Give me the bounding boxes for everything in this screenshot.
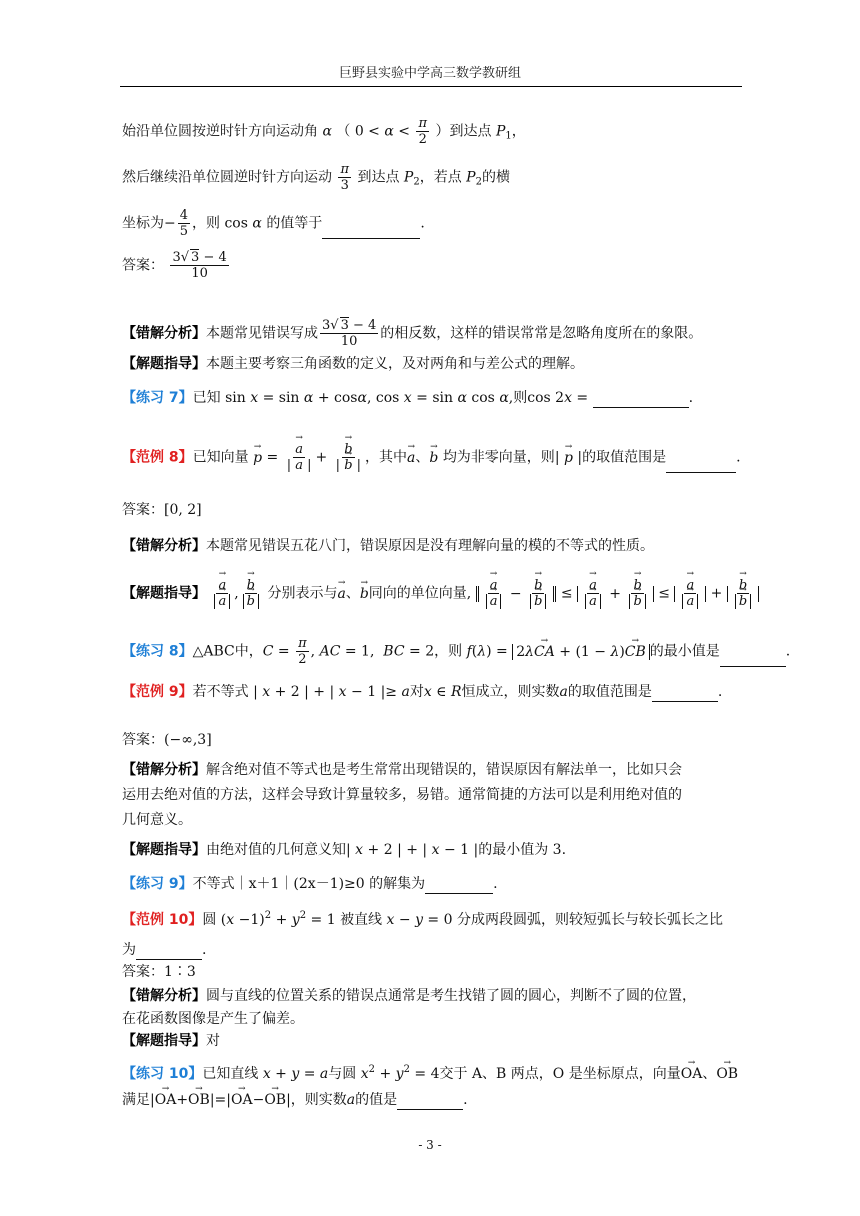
text: 交于 A、B 两点，O 是坐标原点，向量 [439,1066,681,1082]
text: 的取值范围是 [567,684,652,700]
text: ，则实数 [290,1092,347,1108]
text: 本题常见错误五花八门，错误原因是没有理解向量的模的不等式的性质。 [206,538,654,554]
text: 的横 [481,169,510,186]
section-tag: 【错解分析】 [122,762,206,778]
text: 为 [122,942,136,958]
practice-9: 【练习 9】不等式｜x＋1｜(2x－1)≥0 的解集为 . [122,876,498,892]
fraction: → $\frac{a}{| a |}$ [285,442,314,473]
fraction: → a → a [212,578,232,609]
text: 由绝对值的几何意义知 [206,842,346,858]
text: 圆 [202,912,217,928]
practice-tag: 【练习 8】 [122,643,193,660]
text: 均为非零向量，则 [442,449,555,466]
error-analysis-9-line-2 [122,785,682,805]
answer-blank[interactable] [136,945,202,960]
section-tag: 【错解分析】 [122,538,206,554]
text: 的取值范围是 [582,449,667,466]
practice-tag: 【练习 10】 [122,1066,203,1082]
text: 本题常见错误写成 [206,325,318,342]
text: 的值是 [355,1092,398,1108]
answer-blank[interactable] [425,879,493,894]
fraction: $\frac{4}{5}$ [179,208,189,239]
section-tag: 【错解分析】 [122,988,206,1004]
answer-8 [122,500,202,520]
answer-label: 答案： [122,964,164,980]
error-analysis-9-line-1 [122,760,682,780]
guide-10 [122,1031,220,1051]
fraction: $\frac{\pi}{2}$ [418,116,428,147]
section-tag: 【解题指导】 [122,842,206,858]
text: 然后继续沿单位圆逆时针方向运动 [122,169,332,186]
section-tag: 【解题指导】 [122,1033,206,1049]
example-10: 【范例 10】圆 $(x -1)^2 + y^2 = 1$ 被直线 x − y = 0 分成两段圆弧，则较短弧长与较长弧长之比 [122,910,723,928]
text: 的值等于 [266,215,323,232]
practice-8: 【练习 8】△ABC中，C = $\frac{\pi}{2}$ , AC = 1, BC = 2，则 f(λ) = 2λ→ CA + (1 − λ)→ CB 的最小值是 . [122,636,790,667]
text: 运用去绝对值的方法，这样会导致计算量较多，易错。通常简捷的方法可以是利用绝对值的 [122,787,682,803]
answer-value: (−∞,3] [164,732,212,748]
example-tag: 【范例 9】 [122,684,193,700]
text: ，其中 [365,449,408,466]
answer-blank[interactable] [593,393,689,408]
error-analysis-10-line-1 [122,986,696,1006]
text: ）到达点 [435,123,492,140]
text: 分成两段圆弧，则较短弧长与较长弧长之比 [456,912,723,928]
text-line-3: 坐标为− $\frac{4}{5}$ ，则 cos α 的值等于 . [122,208,425,239]
section-tag: 【解题指导】 [122,356,206,372]
error-analysis-7 [122,318,702,349]
fraction: $\frac{3√ 3 - 4}{10}$ [322,318,377,349]
text: 几何意义。 [122,812,192,828]
answer-blank[interactable] [720,652,786,667]
text: 本题主要考察三角函数的定义，及对两角和与差公式的理解。 [206,356,584,372]
text: 圆与直线的位置关系的错误点通常是考生找错了圆的圆心，判断不了圆的位置， [206,988,696,1004]
text: 同向的单位向量, [368,585,472,602]
answer-blank[interactable] [397,1095,463,1110]
text: 恒成立，则实数 [461,684,560,700]
text: 满足 [122,1092,150,1108]
fraction: → b → b [241,578,261,609]
text: 的相反数，这样的错误常常是忽略角度所在的象限。 [380,325,703,342]
answer-10 [122,962,196,982]
answer-blank[interactable] [652,687,718,702]
text-line-1: 始沿单位圆按逆时针方向运动角 α （ 0 < α < $\frac{\pi}{2}$ ）到达点 $P_1$， [122,116,526,147]
answer-label: 答案： [122,257,164,274]
example-8: 【范例 8】已知向量 → p = → $\frac{a}{| a |}$ + → $\frac{b}{| \to b |}$ ，其中→ a、→ b 均为非零向量，则| → p |的取值范围是 . [122,442,741,473]
text: 若不等式 [192,684,249,700]
error-analysis-8 [122,536,654,556]
example-9: 【范例 9】若不等式 | x + 2 | + | x − 1 |≥ a对x ∈ R恒成立，则实数a的取值范围是 . [122,684,723,700]
text: 已知向量 [192,449,249,466]
text: ，则 [434,643,463,660]
text: 已知直线 [202,1066,259,1082]
practice-7: 【练习 7】已知 sin x = sin α + cosα, cos x = sin α cos α,则cos 2x = . [122,390,694,406]
text: 解含绝对值不等式也是考生常常出现错误的，错误原因有解法单一，比如只会 [206,762,682,778]
guide-9: 【解题指导】由绝对值的几何意义知| x + 2 | + | x − 1 |的最小值为 3. [122,842,567,858]
answer-blank[interactable] [322,224,420,239]
text: 坐标为 [122,215,164,232]
answer-value: [0, 2] [164,502,202,518]
text: △ABC中， [192,643,263,660]
text: 始沿单位圆按逆时针方向运动角 [122,123,318,140]
fraction: $\frac{\pi}{2}$ [298,636,307,667]
fraction: → $\frac{b}{| \to b |}$ [334,442,363,473]
practice-tag: 【练习 9】 [122,876,193,892]
text: 分别表示与 [267,585,338,602]
text: ，若点 [419,169,462,186]
guide-7 [122,354,584,374]
guide-8: 【解题指导】 → a → a , → b → b 分别表示与→ a、→ b同向的单位向量, → a → a − → b → b ≤ → a → a + → b → b ≤ → a → a + → b → b [122,578,759,609]
text-line-2: 然后继续沿单位圆逆时针方向运动 $\frac{\pi}{3}$ 到达点 $P_2$，若点 $P_2$的横 [122,162,510,193]
text: 的最小值为 3. [478,842,567,858]
page-number: - 3 - [418,1138,442,1152]
fraction: $\frac{\pi}{3}$ [340,162,349,193]
text: 不等式｜x＋1｜(2x－1)≥0 的解集为 [192,876,426,892]
text: 已知 [192,390,221,406]
error-analysis-9-line-3 [122,810,192,830]
section-tag: 【解题指导】 [122,585,206,602]
text: ，则 [192,215,221,232]
answer-value: 1∶3 [164,964,196,980]
answer-line [122,250,231,281]
answer-label: 答案： [122,502,164,518]
header-rule [120,86,742,87]
text: 的最小值是 [649,643,720,660]
fraction: $\frac{3√ 3 - 4}{10}$ [172,250,227,281]
text: 对 [206,1033,220,1049]
practice-10: 【练习 10】已知直线 x + y = a与圆 $x^2 + y^2 = 4$交于 A、B 两点，O 是坐标原点，向量→ OA、→ OB [122,1060,738,1084]
answer-label: 答案： [122,732,164,748]
text: 到达点 [357,169,400,186]
answer-blank[interactable] [666,458,736,473]
example-10-line-2: 为 . [122,942,207,958]
text: 与圆 [328,1066,357,1082]
example-tag: 【范例 10】 [122,912,203,928]
answer-9 [122,730,212,750]
practice-tag: 【练习 7】 [122,390,193,406]
section-tag: 【错解分析】 [122,325,206,342]
example-tag: 【范例 8】 [122,449,193,466]
page-header: 巨野县实验中学高三数学教研组 [338,66,521,81]
error-analysis-10-line-2 [122,1009,304,1029]
practice-10-line-2: 满足|→ OA+→ OB|=|→ OA−→ OB|，则实数a的值是 . [122,1090,468,1110]
text: 被直线 [340,912,383,928]
text: 在花函数图像是产生了偏差。 [122,1011,304,1027]
